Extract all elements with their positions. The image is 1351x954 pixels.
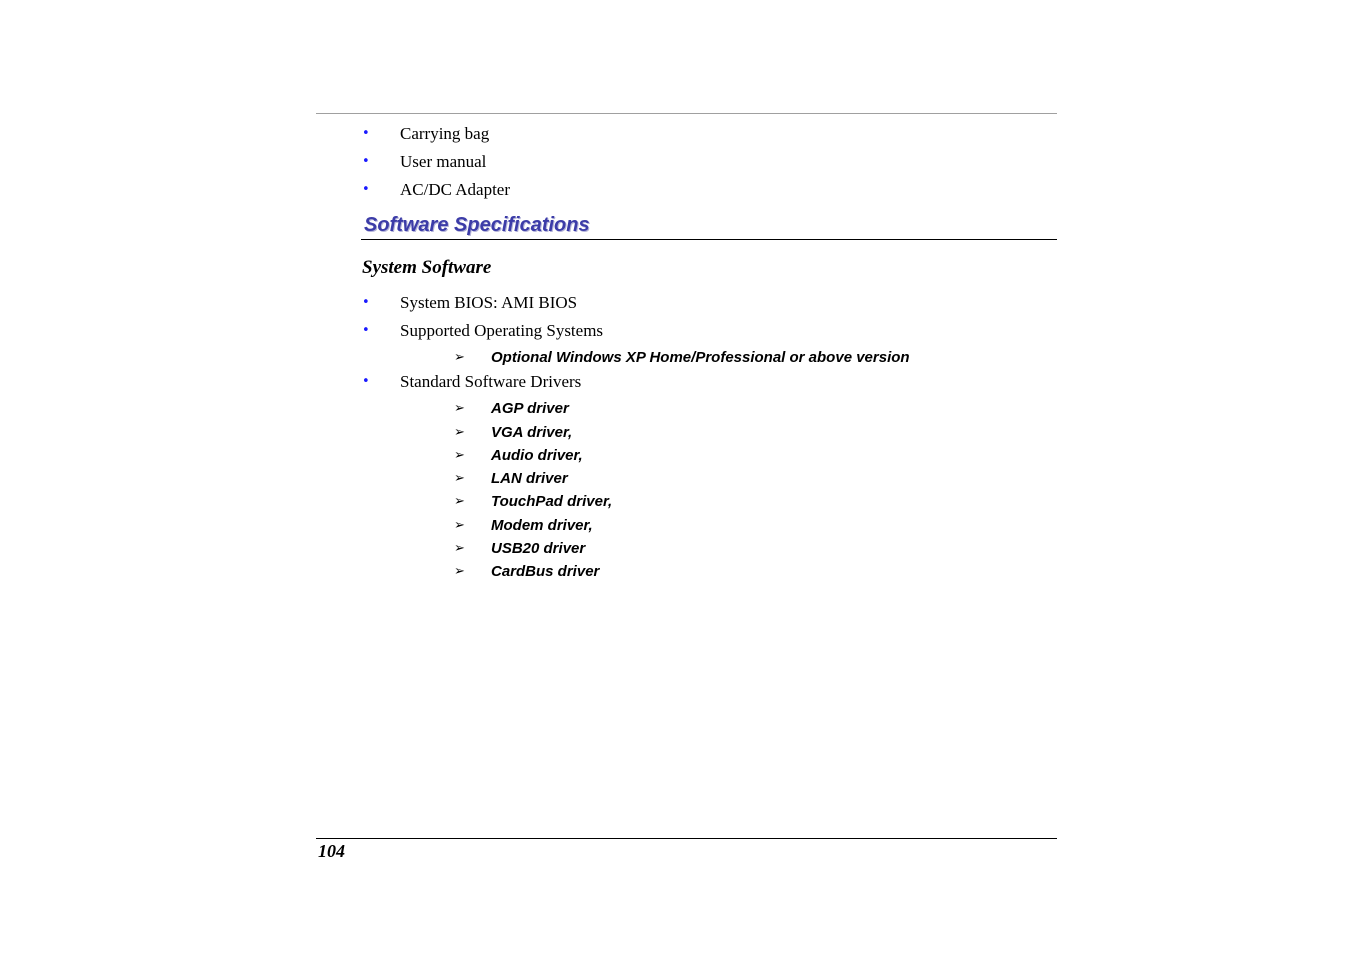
list-item: Standard Software Drivers bbox=[400, 372, 582, 391]
sub-list-item: Modem driver, bbox=[491, 517, 593, 534]
sub-list-item: Audio driver, bbox=[491, 447, 583, 464]
section-heading-rule bbox=[361, 239, 1057, 240]
arrow-bullet-icon: ➢ bbox=[454, 494, 465, 509]
list-item: Supported Operating Systems bbox=[400, 321, 604, 340]
sub-list-item: AGP driver bbox=[491, 400, 569, 417]
bullet-icon: • bbox=[362, 126, 370, 141]
sub-list-item: USB20 driver bbox=[491, 540, 586, 557]
page-number: 104 bbox=[318, 841, 345, 861]
arrow-bullet-icon: ➢ bbox=[454, 541, 465, 556]
bullet-icon: • bbox=[362, 182, 370, 197]
sub-heading: System Software bbox=[362, 257, 492, 278]
bullet-icon: • bbox=[362, 374, 370, 389]
arrow-bullet-icon: ➢ bbox=[454, 564, 465, 579]
sub-list-item: LAN driver bbox=[491, 470, 568, 487]
arrow-bullet-icon: ➢ bbox=[454, 471, 465, 486]
arrow-bullet-icon: ➢ bbox=[454, 401, 465, 416]
arrow-bullet-icon: ➢ bbox=[454, 518, 465, 533]
list-item: Carrying bag bbox=[400, 124, 490, 143]
bullet-icon: • bbox=[362, 323, 370, 338]
list-item: System BIOS: AMI BIOS bbox=[400, 293, 578, 312]
arrow-bullet-icon: ➢ bbox=[454, 425, 465, 440]
sub-list-item: VGA driver, bbox=[491, 424, 573, 441]
section-heading: Software Specifications bbox=[364, 214, 590, 236]
sub-list-item: TouchPad driver, bbox=[491, 493, 613, 510]
bullet-icon: • bbox=[362, 154, 370, 169]
list-item: AC/DC Adapter bbox=[400, 180, 511, 199]
sub-list-item: CardBus driver bbox=[491, 563, 600, 580]
arrow-bullet-icon: ➢ bbox=[454, 448, 465, 463]
footer-rule bbox=[316, 838, 1057, 839]
bullet-icon: • bbox=[362, 295, 370, 310]
sub-list-item: Optional Windows XP Home/Professional or above version bbox=[491, 349, 910, 366]
header-rule bbox=[316, 113, 1057, 114]
list-item: User manual bbox=[400, 152, 487, 171]
arrow-bullet-icon: ➢ bbox=[454, 350, 465, 365]
